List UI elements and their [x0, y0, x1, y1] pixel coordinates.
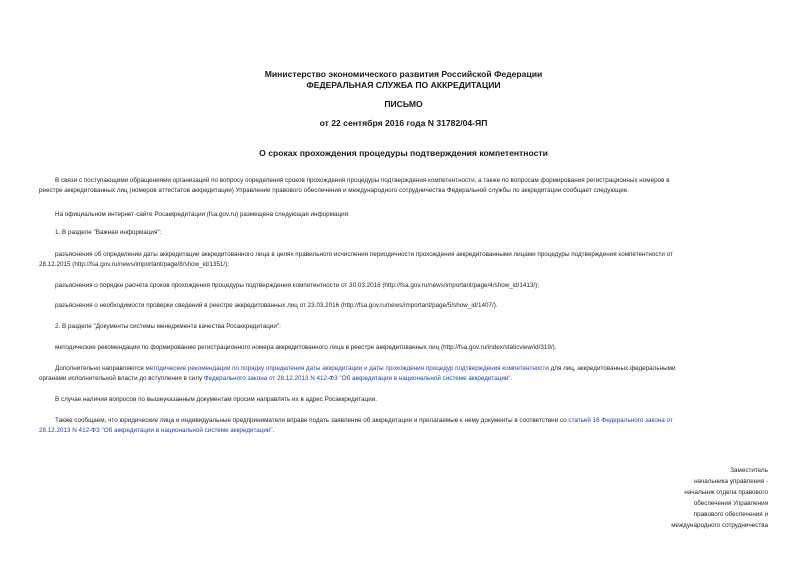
- item-methodical-recommendations: методические рекомендации по формированию регистрационного номера аккредитованного лица в реестре аккредитованных лиц (http://fsa.gov.ru/index/staticview/id/319/).: [55, 344, 557, 351]
- federal-law-link[interactable]: Федерального закона от 28.12.2013 N 412-ФЗ "Об аккредитации в национальной системе аккредитации": [203, 375, 511, 382]
- paragraph-application-text: .: [272, 427, 275, 434]
- paragraph-application-text: Также сообщаем, что юридические лица и индивидуальные предприниматели вправе подать заявление об аккредитации и прилагаемые к нему документы в соответствии со: [55, 417, 569, 424]
- paragraph-additional-line-2: [39, 374, 512, 384]
- signature-line: начальника управления -: [694, 478, 768, 485]
- paragraph-additional-text: для лиц, аккредитованных федеральными: [548, 365, 676, 372]
- signature-line: Заместитель: [730, 467, 768, 474]
- paragraph-intro-line-1: В связи с поступающими обращениями организаций по вопросу определения сроков прохождения процедуры подтверждения компетентности, а также по вопросам формирования регистрационных номеров в: [55, 177, 670, 184]
- paragraph-additional-text: Дополнительно направляются: [55, 365, 146, 372]
- paragraph-intro-line-2: реестре аккредитованных лиц (номеров аттестатов аккредитации) Управление правового обеспечения и международного сотрудничества Федеральной службы по аккредитации сообщает следующее.: [39, 187, 630, 194]
- document-date-number: от 22 сентября 2016 года N 31782/04-ЯП: [319, 118, 488, 128]
- paragraph-additional-line-1: [55, 364, 675, 374]
- signature-block: [568, 465, 768, 531]
- service-name: ФЕДЕРАЛЬНАЯ СЛУЖБА ПО АККРЕДИТАЦИИ: [306, 80, 501, 90]
- paragraph-additional-text: .: [510, 375, 513, 382]
- item-accreditation-date-line-2: 28.12.2015 (http://fsa.gov.ru/news/important/page/8/show_id/1351/);: [39, 261, 229, 268]
- document-subject: О сроках прохождения процедуры подтверждения компетентности: [259, 148, 548, 158]
- document-type: ПИСЬМО: [384, 99, 423, 109]
- paragraph-application-line-2: [39, 426, 274, 436]
- methodical-recommendations-link[interactable]: методические рекомендации по порядку определения даты аккредитации и даты прохождения процедур подтверждения компетентности: [145, 365, 549, 372]
- item-registry-check: разъяснения о необходимости проверки сведений в реестре аккредитованных лиц от 23.03.2016 (http://fsa.gov.ru/news/important/page/5/show_id/1407/).: [55, 302, 498, 309]
- item-accreditation-date-line-1: разъяснения об определении даты аккредитации аккредитованного лица в целях правильного исчисления периодичности прохождения аккредитованными лицами процедуры подтверждения компетентности от: [55, 251, 673, 258]
- paragraph-questions: В случае наличия вопросов по вышеуказанным документам просим направлять их в адрес Росаккредитации.: [55, 396, 377, 403]
- item-calculation-terms: разъяснения о порядке расчета сроков прохождения процедуры подтверждения компетентности от 30.03.2016 (http://fsa.gov.ru/news/important/page/4/show_id/1413/);: [55, 282, 540, 289]
- paragraph-additional-text: органами исполнительной власти до вступления в силу: [39, 375, 204, 382]
- section-2-heading: 2. В разделе "Документы системы менеджмента качества Росаккредитации":: [55, 323, 281, 330]
- article-16-link-continued[interactable]: 28.12.2013 N 412-ФЗ: [39, 427, 102, 434]
- signature-line: обеспечения Управления: [693, 500, 768, 507]
- signature-line: международного сотрудничества: [671, 522, 768, 529]
- section-1-heading: 1. В разделе "Важная информация":: [55, 229, 162, 236]
- accreditation-law-link[interactable]: "Об аккредитации в национальной системе аккредитации": [101, 427, 273, 434]
- article-16-link[interactable]: статьей 16 Федерального закона от: [568, 417, 673, 424]
- paragraph-website-info: На официальном интернет-сайте Росаккредитации (fsa.gov.ru) размещена следующая информация:: [55, 211, 350, 218]
- paragraph-application-line-1: [55, 416, 673, 426]
- signature-line: начальник отдела правового: [684, 489, 768, 496]
- ministry-name: Министерство экономического развития Российской Федерации: [264, 69, 543, 79]
- signature-line: правового обеспечения и: [693, 511, 768, 518]
